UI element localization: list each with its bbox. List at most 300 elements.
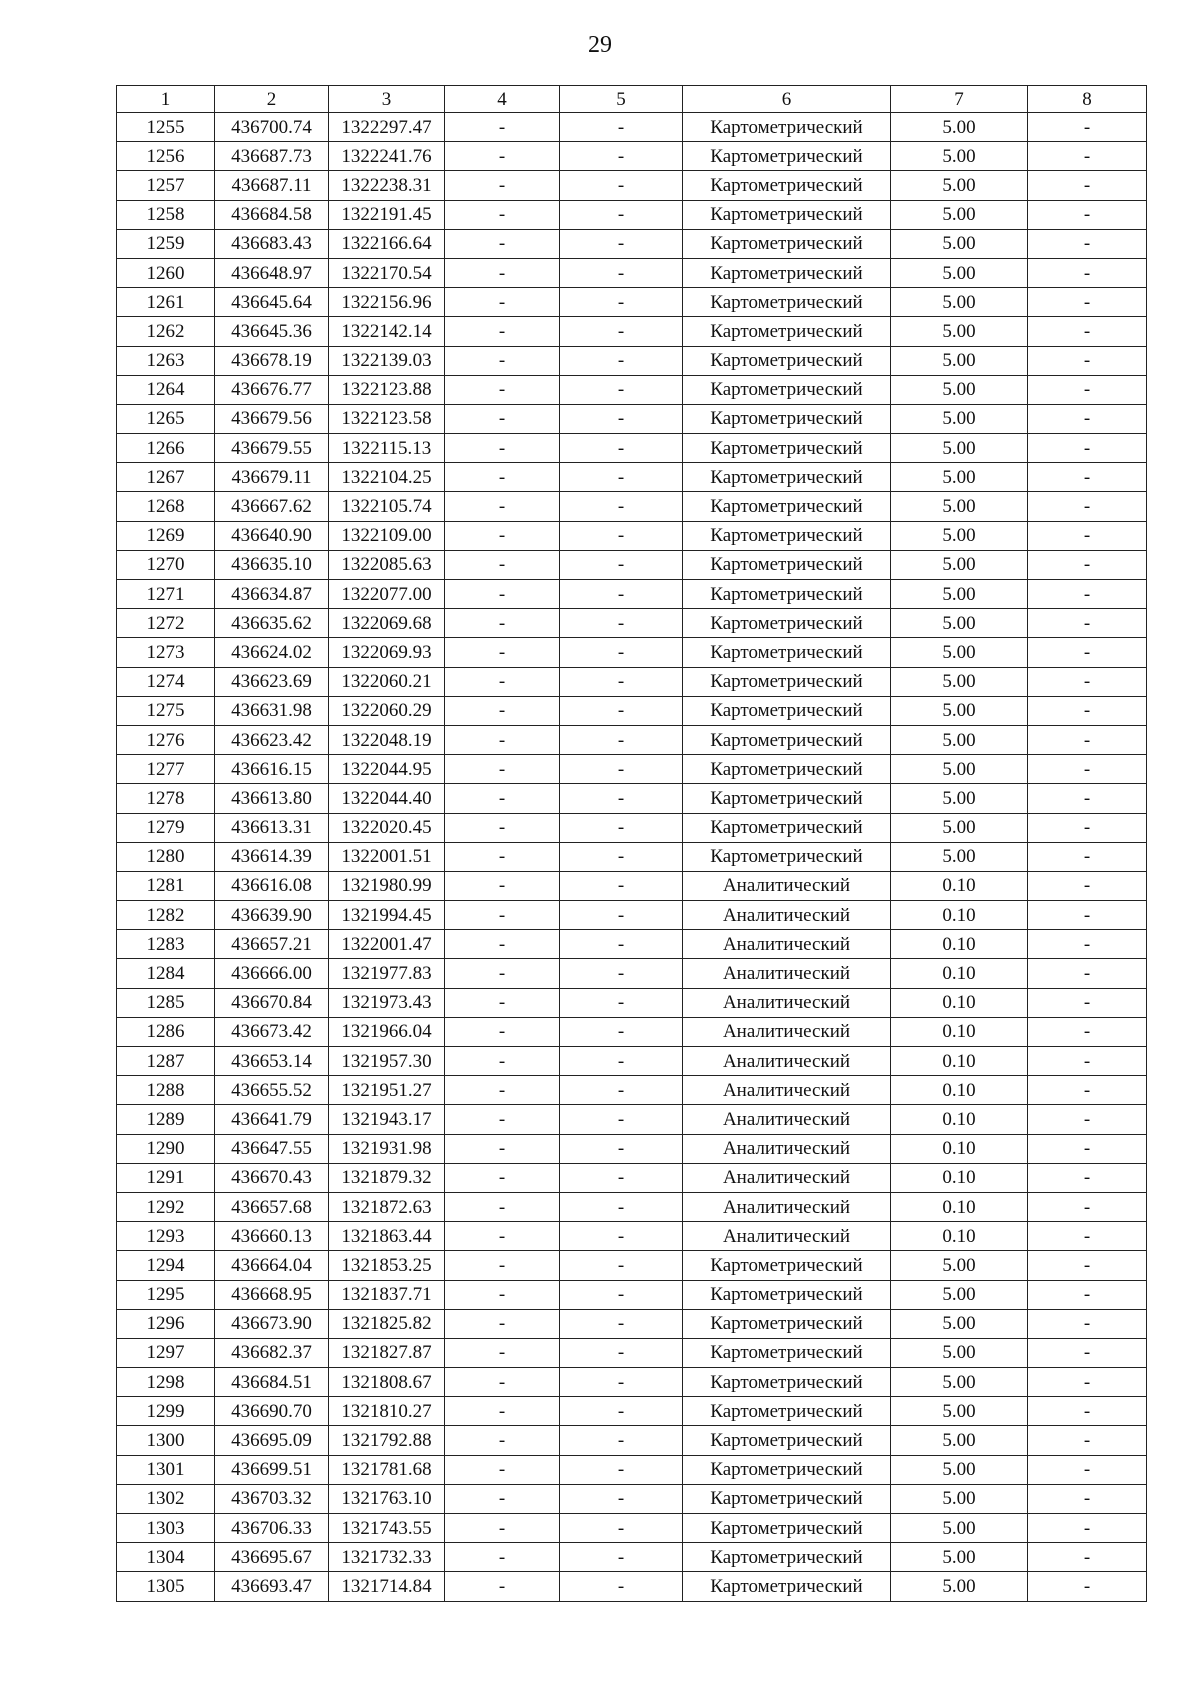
col-8-value-cell: -: [1028, 1163, 1147, 1192]
col-5-value-cell: -: [560, 580, 683, 609]
col-8-value-cell: -: [1028, 229, 1147, 258]
table-body: [117, 113, 1147, 1602]
x-coordinate-cell: 436635.62: [215, 609, 329, 638]
accuracy-cell: 5.00: [891, 755, 1028, 784]
x-coordinate-cell: 436614.39: [215, 842, 329, 871]
accuracy-cell: 0.10: [891, 901, 1028, 930]
col-4-value-cell: -: [445, 1455, 560, 1484]
x-coordinate-cell: 436631.98: [215, 696, 329, 725]
col-4-value-cell: -: [445, 1076, 560, 1105]
method-cell: Аналитический: [683, 1076, 891, 1105]
accuracy-cell: 5.00: [891, 1543, 1028, 1572]
col-5-value-cell: -: [560, 492, 683, 521]
method-cell: Картометрический: [683, 1251, 891, 1280]
y-coordinate-cell: 1322001.47: [329, 930, 445, 959]
table-row: [117, 434, 1147, 463]
point-number-cell: 1259: [117, 229, 215, 258]
col-5-value-cell: -: [560, 1338, 683, 1367]
col-8-value-cell: -: [1028, 521, 1147, 550]
point-number-cell: 1285: [117, 988, 215, 1017]
col-8-value-cell: -: [1028, 200, 1147, 229]
table-row: [117, 609, 1147, 638]
point-number-cell: 1274: [117, 667, 215, 696]
y-coordinate-cell: 1321957.30: [329, 1047, 445, 1076]
col-4-value-cell: -: [445, 1484, 560, 1513]
x-coordinate-cell: 436693.47: [215, 1572, 329, 1601]
x-coordinate-cell: 436613.80: [215, 784, 329, 813]
accuracy-cell: 0.10: [891, 1017, 1028, 1046]
accuracy-cell: 0.10: [891, 1192, 1028, 1221]
table-row: [117, 521, 1147, 550]
x-coordinate-cell: 436703.32: [215, 1484, 329, 1513]
method-cell: Аналитический: [683, 1192, 891, 1221]
col-4-value-cell: -: [445, 1163, 560, 1192]
col-8-value-cell: -: [1028, 434, 1147, 463]
col-8-value-cell: -: [1028, 988, 1147, 1017]
x-coordinate-cell: 436687.11: [215, 171, 329, 200]
col-5-value-cell: -: [560, 404, 683, 433]
point-number-cell: 1286: [117, 1017, 215, 1046]
col-8-value-cell: -: [1028, 725, 1147, 754]
col-5-value-cell: -: [560, 871, 683, 900]
y-coordinate-cell: 1321792.88: [329, 1426, 445, 1455]
x-coordinate-cell: 436690.70: [215, 1397, 329, 1426]
point-number-cell: 1288: [117, 1076, 215, 1105]
table-row: [117, 1222, 1147, 1251]
col-4-value-cell: -: [445, 346, 560, 375]
col-8-value-cell: -: [1028, 258, 1147, 287]
col-8-value-cell: -: [1028, 784, 1147, 813]
point-number-cell: 1283: [117, 930, 215, 959]
method-cell: Картометрический: [683, 258, 891, 287]
x-coordinate-cell: 436616.08: [215, 871, 329, 900]
method-cell: Картометрический: [683, 463, 891, 492]
accuracy-cell: 5.00: [891, 1572, 1028, 1601]
col-4-value-cell: -: [445, 404, 560, 433]
col-5-value-cell: -: [560, 1484, 683, 1513]
col-4-value-cell: -: [445, 813, 560, 842]
y-coordinate-cell: 1322020.45: [329, 813, 445, 842]
accuracy-cell: 5.00: [891, 463, 1028, 492]
x-coordinate-cell: 436676.77: [215, 375, 329, 404]
y-coordinate-cell: 1322105.74: [329, 492, 445, 521]
y-coordinate-cell: 1322156.96: [329, 288, 445, 317]
method-cell: Картометрический: [683, 1484, 891, 1513]
method-cell: Картометрический: [683, 1543, 891, 1572]
col-5-value-cell: -: [560, 1455, 683, 1484]
col-5-value-cell: -: [560, 1309, 683, 1338]
accuracy-cell: 5.00: [891, 1251, 1028, 1280]
y-coordinate-cell: 1321863.44: [329, 1222, 445, 1251]
method-cell: Картометрический: [683, 113, 891, 142]
col-8-value-cell: -: [1028, 550, 1147, 579]
col-5-value-cell: -: [560, 113, 683, 142]
x-coordinate-cell: 436645.64: [215, 288, 329, 317]
point-number-cell: 1289: [117, 1105, 215, 1134]
table-row: [117, 696, 1147, 725]
method-cell: Аналитический: [683, 1222, 891, 1251]
col-4-value-cell: -: [445, 609, 560, 638]
x-coordinate-cell: 436687.73: [215, 142, 329, 171]
table-row: [117, 200, 1147, 229]
table-row: [117, 1251, 1147, 1280]
method-cell: Картометрический: [683, 638, 891, 667]
x-coordinate-cell: 436678.19: [215, 346, 329, 375]
y-coordinate-cell: 1322060.21: [329, 667, 445, 696]
col-8-value-cell: -: [1028, 1222, 1147, 1251]
col-5-value-cell: -: [560, 1543, 683, 1572]
y-coordinate-cell: 1322142.14: [329, 317, 445, 346]
accuracy-cell: 5.00: [891, 1338, 1028, 1367]
col-4-value-cell: -: [445, 580, 560, 609]
col-4-value-cell: -: [445, 1222, 560, 1251]
col-4-value-cell: -: [445, 988, 560, 1017]
accuracy-cell: 5.00: [891, 1455, 1028, 1484]
x-coordinate-cell: 436667.62: [215, 492, 329, 521]
point-number-cell: 1304: [117, 1543, 215, 1572]
col-5-value-cell: -: [560, 1280, 683, 1309]
x-coordinate-cell: 436664.04: [215, 1251, 329, 1280]
accuracy-cell: 0.10: [891, 930, 1028, 959]
point-number-cell: 1302: [117, 1484, 215, 1513]
method-cell: Картометрический: [683, 755, 891, 784]
col-8-value-cell: -: [1028, 1572, 1147, 1601]
x-coordinate-cell: 436647.55: [215, 1134, 329, 1163]
x-coordinate-cell: 436634.87: [215, 580, 329, 609]
point-number-cell: 1295: [117, 1280, 215, 1309]
col-8-value-cell: -: [1028, 755, 1147, 784]
col-4-value-cell: -: [445, 1280, 560, 1309]
accuracy-cell: 5.00: [891, 550, 1028, 579]
col-4-value-cell: -: [445, 1572, 560, 1601]
method-cell: Картометрический: [683, 171, 891, 200]
accuracy-cell: 5.00: [891, 1368, 1028, 1397]
col-4-value-cell: -: [445, 375, 560, 404]
method-cell: Картометрический: [683, 550, 891, 579]
col-4-value-cell: -: [445, 1309, 560, 1338]
method-cell: Картометрический: [683, 434, 891, 463]
table-row: [117, 1514, 1147, 1543]
table-row: [117, 1076, 1147, 1105]
method-cell: Аналитический: [683, 930, 891, 959]
y-coordinate-cell: 1322001.51: [329, 842, 445, 871]
accuracy-cell: 5.00: [891, 1309, 1028, 1338]
point-number-cell: 1272: [117, 609, 215, 638]
col-8-value-cell: -: [1028, 1017, 1147, 1046]
col-8-value-cell: -: [1028, 375, 1147, 404]
method-cell: Картометрический: [683, 1514, 891, 1543]
col-5-value-cell: -: [560, 988, 683, 1017]
point-number-cell: 1256: [117, 142, 215, 171]
col-8-value-cell: -: [1028, 1455, 1147, 1484]
col-4-value-cell: -: [445, 463, 560, 492]
table-row: [117, 375, 1147, 404]
page-number: 29: [588, 32, 612, 58]
accuracy-cell: 5.00: [891, 696, 1028, 725]
table-row: [117, 1338, 1147, 1367]
col-5-value-cell: -: [560, 1163, 683, 1192]
table-row: [117, 638, 1147, 667]
y-coordinate-cell: 1322191.45: [329, 200, 445, 229]
method-cell: Картометрический: [683, 492, 891, 521]
y-coordinate-cell: 1322238.31: [329, 171, 445, 200]
accuracy-cell: 5.00: [891, 404, 1028, 433]
method-cell: Картометрический: [683, 609, 891, 638]
method-cell: Картометрический: [683, 842, 891, 871]
x-coordinate-cell: 436673.42: [215, 1017, 329, 1046]
method-cell: Картометрический: [683, 229, 891, 258]
column-header-4: 4: [445, 86, 560, 113]
x-coordinate-cell: 436679.11: [215, 463, 329, 492]
table-row: [117, 258, 1147, 287]
point-number-cell: 1296: [117, 1309, 215, 1338]
point-number-cell: 1282: [117, 901, 215, 930]
col-5-value-cell: -: [560, 609, 683, 638]
method-cell: Картометрический: [683, 288, 891, 317]
accuracy-cell: 5.00: [891, 521, 1028, 550]
accuracy-cell: 5.00: [891, 1484, 1028, 1513]
col-5-value-cell: -: [560, 375, 683, 404]
col-4-value-cell: -: [445, 638, 560, 667]
table-row: [117, 1192, 1147, 1221]
point-number-cell: 1271: [117, 580, 215, 609]
accuracy-cell: 5.00: [891, 171, 1028, 200]
y-coordinate-cell: 1321732.33: [329, 1543, 445, 1572]
x-coordinate-cell: 436679.55: [215, 434, 329, 463]
table-row: [117, 1047, 1147, 1076]
col-5-value-cell: -: [560, 317, 683, 346]
col-5-value-cell: -: [560, 434, 683, 463]
accuracy-cell: 5.00: [891, 142, 1028, 171]
col-4-value-cell: -: [445, 171, 560, 200]
table-row: [117, 550, 1147, 579]
accuracy-cell: 5.00: [891, 1397, 1028, 1426]
point-number-cell: 1261: [117, 288, 215, 317]
point-number-cell: 1284: [117, 959, 215, 988]
method-cell: Картометрический: [683, 696, 891, 725]
x-coordinate-cell: 436683.43: [215, 229, 329, 258]
table-row: [117, 842, 1147, 871]
x-coordinate-cell: 436666.00: [215, 959, 329, 988]
y-coordinate-cell: 1321825.82: [329, 1309, 445, 1338]
y-coordinate-cell: 1322170.54: [329, 258, 445, 287]
table-row: [117, 1543, 1147, 1572]
table-row: [117, 346, 1147, 375]
col-8-value-cell: -: [1028, 317, 1147, 346]
table-row: [117, 959, 1147, 988]
col-5-value-cell: -: [560, 930, 683, 959]
point-number-cell: 1267: [117, 463, 215, 492]
col-4-value-cell: -: [445, 550, 560, 579]
accuracy-cell: 0.10: [891, 1047, 1028, 1076]
col-8-value-cell: -: [1028, 901, 1147, 930]
x-coordinate-cell: 436641.79: [215, 1105, 329, 1134]
method-cell: Аналитический: [683, 959, 891, 988]
table-row: [117, 142, 1147, 171]
table-row: [117, 871, 1147, 900]
col-5-value-cell: -: [560, 550, 683, 579]
method-cell: Картометрический: [683, 1280, 891, 1309]
point-number-cell: 1287: [117, 1047, 215, 1076]
x-coordinate-cell: 436700.74: [215, 113, 329, 142]
x-coordinate-cell: 436645.36: [215, 317, 329, 346]
y-coordinate-cell: 1322123.58: [329, 404, 445, 433]
point-number-cell: 1268: [117, 492, 215, 521]
point-number-cell: 1262: [117, 317, 215, 346]
point-number-cell: 1293: [117, 1222, 215, 1251]
accuracy-cell: 0.10: [891, 1222, 1028, 1251]
col-8-value-cell: -: [1028, 142, 1147, 171]
table-row: [117, 901, 1147, 930]
method-cell: Картометрический: [683, 667, 891, 696]
x-coordinate-cell: 436695.67: [215, 1543, 329, 1572]
col-8-value-cell: -: [1028, 1134, 1147, 1163]
y-coordinate-cell: 1322104.25: [329, 463, 445, 492]
col-4-value-cell: -: [445, 842, 560, 871]
point-number-cell: 1281: [117, 871, 215, 900]
table-row: [117, 930, 1147, 959]
accuracy-cell: 5.00: [891, 1426, 1028, 1455]
x-coordinate-cell: 436668.95: [215, 1280, 329, 1309]
point-number-cell: 1292: [117, 1192, 215, 1221]
point-number-cell: 1266: [117, 434, 215, 463]
table-row: [117, 755, 1147, 784]
col-8-value-cell: -: [1028, 1309, 1147, 1338]
col-5-value-cell: -: [560, 521, 683, 550]
x-coordinate-cell: 436660.13: [215, 1222, 329, 1251]
table-row: [117, 113, 1147, 142]
y-coordinate-cell: 1321980.99: [329, 871, 445, 900]
x-coordinate-cell: 436682.37: [215, 1338, 329, 1367]
y-coordinate-cell: 1322060.29: [329, 696, 445, 725]
x-coordinate-cell: 436616.15: [215, 755, 329, 784]
point-number-cell: 1294: [117, 1251, 215, 1280]
y-coordinate-cell: 1322115.13: [329, 434, 445, 463]
method-cell: Картометрический: [683, 1397, 891, 1426]
y-coordinate-cell: 1322085.63: [329, 550, 445, 579]
col-4-value-cell: -: [445, 1047, 560, 1076]
col-8-value-cell: -: [1028, 1514, 1147, 1543]
point-number-cell: 1255: [117, 113, 215, 142]
method-cell: Картометрический: [683, 1455, 891, 1484]
point-number-cell: 1297: [117, 1338, 215, 1367]
table-row: [117, 171, 1147, 200]
table-row: [117, 784, 1147, 813]
col-4-value-cell: -: [445, 871, 560, 900]
method-cell: Аналитический: [683, 1134, 891, 1163]
col-8-value-cell: -: [1028, 1426, 1147, 1455]
col-5-value-cell: -: [560, 1368, 683, 1397]
y-coordinate-cell: 1322139.03: [329, 346, 445, 375]
y-coordinate-cell: 1321853.25: [329, 1251, 445, 1280]
col-5-value-cell: -: [560, 901, 683, 930]
table-row: [117, 1572, 1147, 1601]
accuracy-cell: 5.00: [891, 375, 1028, 404]
accuracy-cell: 0.10: [891, 871, 1028, 900]
accuracy-cell: 0.10: [891, 1134, 1028, 1163]
y-coordinate-cell: 1321808.67: [329, 1368, 445, 1397]
col-8-value-cell: -: [1028, 842, 1147, 871]
col-8-value-cell: -: [1028, 667, 1147, 696]
x-coordinate-cell: 436706.33: [215, 1514, 329, 1543]
y-coordinate-cell: 1321879.32: [329, 1163, 445, 1192]
x-coordinate-cell: 436613.31: [215, 813, 329, 842]
col-4-value-cell: -: [445, 959, 560, 988]
col-8-value-cell: -: [1028, 171, 1147, 200]
col-4-value-cell: -: [445, 317, 560, 346]
table-row: [117, 1163, 1147, 1192]
x-coordinate-cell: 436655.52: [215, 1076, 329, 1105]
col-8-value-cell: -: [1028, 1105, 1147, 1134]
table-row: [117, 1484, 1147, 1513]
accuracy-cell: 5.00: [891, 784, 1028, 813]
x-coordinate-cell: 436684.51: [215, 1368, 329, 1397]
col-5-value-cell: -: [560, 171, 683, 200]
point-number-cell: 1264: [117, 375, 215, 404]
point-number-cell: 1270: [117, 550, 215, 579]
accuracy-cell: 0.10: [891, 959, 1028, 988]
table-row: [117, 288, 1147, 317]
point-number-cell: 1277: [117, 755, 215, 784]
x-coordinate-cell: 436657.21: [215, 930, 329, 959]
col-8-value-cell: -: [1028, 1338, 1147, 1367]
y-coordinate-cell: 1322109.00: [329, 521, 445, 550]
col-4-value-cell: -: [445, 142, 560, 171]
col-8-value-cell: -: [1028, 463, 1147, 492]
point-number-cell: 1300: [117, 1426, 215, 1455]
x-coordinate-cell: 436699.51: [215, 1455, 329, 1484]
accuracy-cell: 5.00: [891, 667, 1028, 696]
x-coordinate-cell: 436684.58: [215, 200, 329, 229]
accuracy-cell: 0.10: [891, 988, 1028, 1017]
col-5-value-cell: -: [560, 200, 683, 229]
point-number-cell: 1278: [117, 784, 215, 813]
accuracy-cell: 5.00: [891, 288, 1028, 317]
col-8-value-cell: -: [1028, 492, 1147, 521]
col-8-value-cell: -: [1028, 404, 1147, 433]
accuracy-cell: 0.10: [891, 1105, 1028, 1134]
col-4-value-cell: -: [445, 113, 560, 142]
accuracy-cell: 5.00: [891, 842, 1028, 871]
col-5-value-cell: -: [560, 755, 683, 784]
table-row: [117, 492, 1147, 521]
col-4-value-cell: -: [445, 1017, 560, 1046]
col-4-value-cell: -: [445, 1397, 560, 1426]
point-number-cell: 1301: [117, 1455, 215, 1484]
col-4-value-cell: -: [445, 696, 560, 725]
col-5-value-cell: -: [560, 1251, 683, 1280]
col-5-value-cell: -: [560, 813, 683, 842]
y-coordinate-cell: 1322241.76: [329, 142, 445, 171]
col-5-value-cell: -: [560, 1047, 683, 1076]
x-coordinate-cell: 436624.02: [215, 638, 329, 667]
y-coordinate-cell: 1322069.68: [329, 609, 445, 638]
col-5-value-cell: -: [560, 463, 683, 492]
table-row: [117, 1368, 1147, 1397]
method-cell: Картометрический: [683, 346, 891, 375]
x-coordinate-cell: 436695.09: [215, 1426, 329, 1455]
method-cell: Картометрический: [683, 580, 891, 609]
col-5-value-cell: -: [560, 784, 683, 813]
col-4-value-cell: -: [445, 1426, 560, 1455]
col-5-value-cell: -: [560, 258, 683, 287]
y-coordinate-cell: 1322297.47: [329, 113, 445, 142]
table-row: [117, 580, 1147, 609]
method-cell: Аналитический: [683, 1163, 891, 1192]
col-4-value-cell: -: [445, 1134, 560, 1163]
y-coordinate-cell: 1322048.19: [329, 725, 445, 754]
point-number-cell: 1290: [117, 1134, 215, 1163]
